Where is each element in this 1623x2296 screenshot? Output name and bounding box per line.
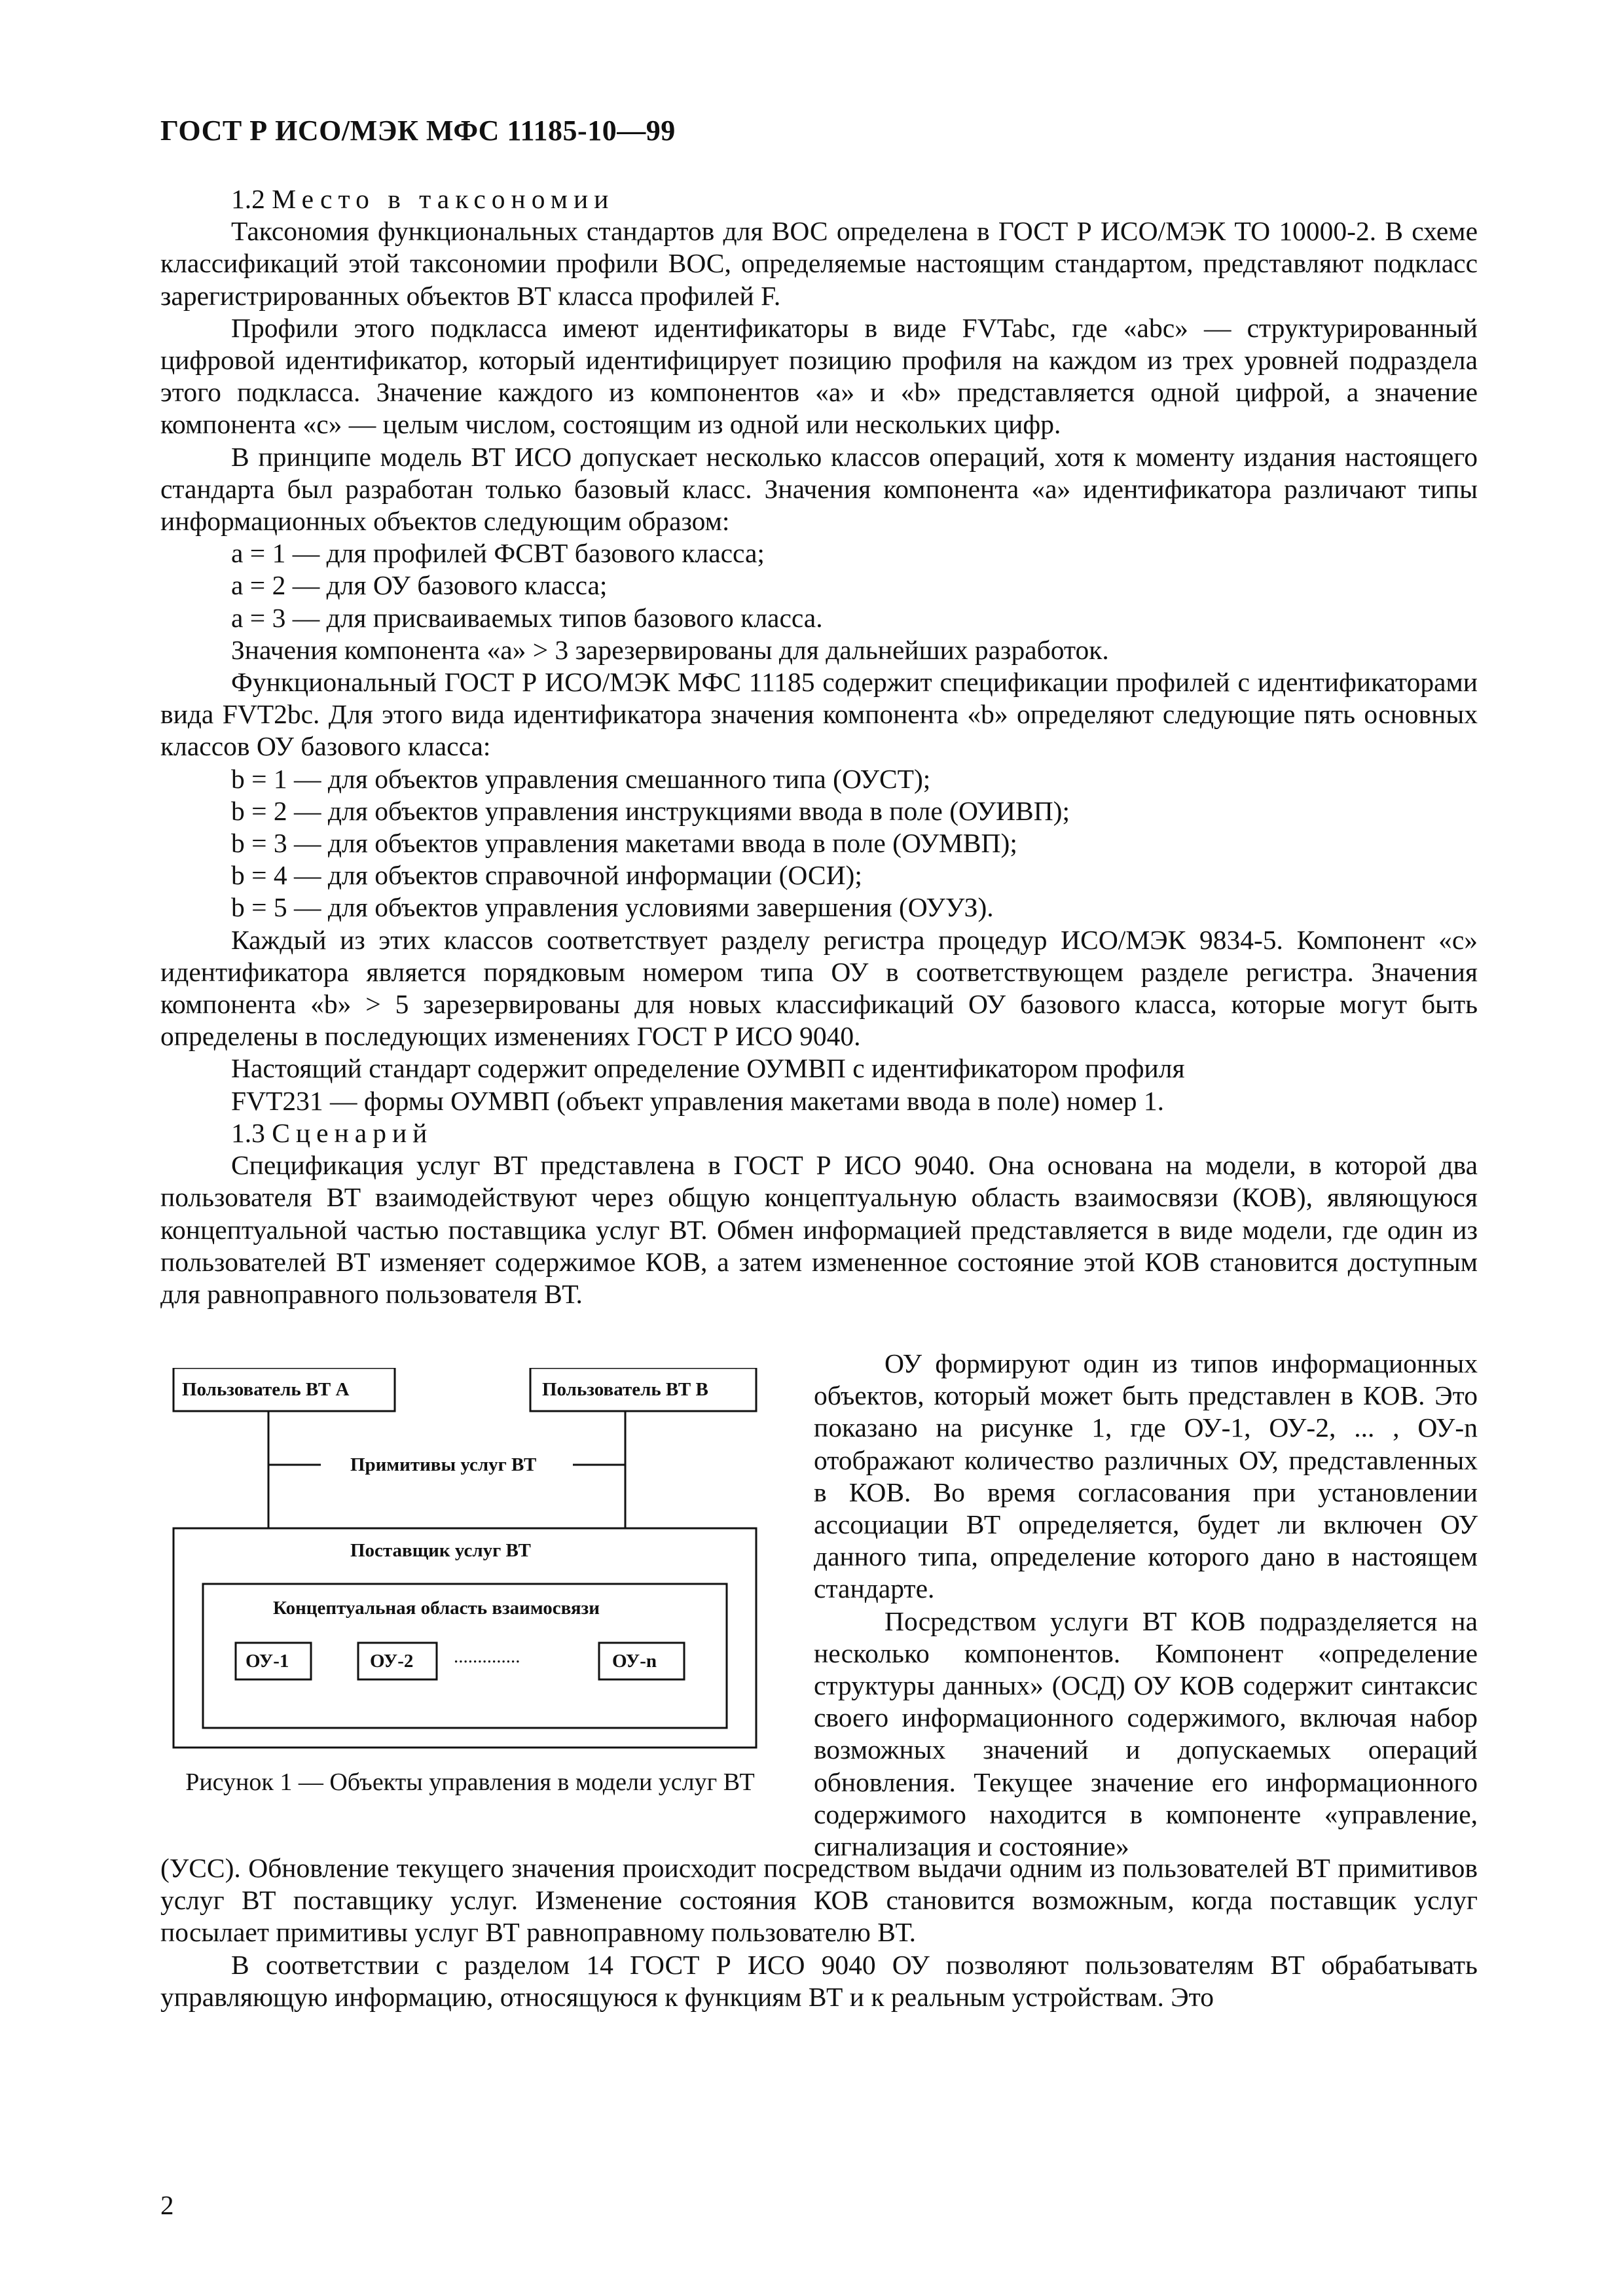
paragraph: (УСС). Обновление текущего значения происходит посредством выдачи одним из пользователей ВТ примитивов услуг ВТ поставщику услуг. Изменение состояния КОВ становится возможным, когда поставщик услуг посылает примитивы услуг ВТ равноправному пользователю ВТ. xyxy=(160,1853,1478,1948)
paragraph: FVT231 — формы ОУМВП (объект управления макетами ввода в поле) номер 1. xyxy=(231,1085,1165,1116)
paragraph: Значения компонента «a» > 3 зарезервированы для дальнейших разработок. xyxy=(231,634,1109,665)
paragraph: Каждый из этих классов соответствует разделу регистра процедур ИСО/МЭК 9834-5. Компонент «c» идентификатора является порядковым номером типа ОУ в соответствующем разделе регистра. Значения компонента «b» > 5 зарезервированы для новых классификаций ОУ базового класса, которые могут быть определены в последующих изменениях ГОСТ Р ИСО 9040. xyxy=(160,924,1478,1052)
running-header: ГОСТ Р ИСО/МЭК МФС 11185-10—99 xyxy=(160,115,676,147)
list-item: a = 3 — для присваиваемых типов базового класса. xyxy=(231,602,823,633)
list-item: b = 4 — для объектов справочной информации (ОСИ); xyxy=(231,860,862,891)
ou1-label: ОУ-1 xyxy=(246,1651,289,1672)
list-item: b = 2 — для объектов управления инструкциями ввода в поле (ОУИВП); xyxy=(231,795,1070,826)
paragraph: Настоящий стандарт содержит определение ОУМВП с идентификатором профиля xyxy=(231,1053,1185,1084)
area-label: Концептуальная область взаимосвязи xyxy=(273,1598,600,1619)
list-item: b = 1 — для объектов управления смешанного типа (ОУСТ); xyxy=(231,763,931,794)
paragraph: В принципе модель ВТ ИСО допускает несколько классов операций, хотя к моменту издания настоящего стандарта был разработан только базовый класс. Значения компонента «a» идентификатора различают типы информационных объектов следующим образом: xyxy=(160,441,1478,537)
provider-label: Поставщик услуг ВТ xyxy=(350,1540,531,1561)
list-item: a = 1 — для профилей ФСВТ базового класса; xyxy=(231,538,765,569)
page-number: 2 xyxy=(160,2190,174,2220)
paragraph: ОУ формируют один из типов информационных объектов, который может быть представлен в КОВ. Это показано на рисунке 1, где ОУ-1, ОУ-2, ... , ОУ-n отображают количество различных ОУ, представленных в КОВ. Во время согласования при установлении ассоциации ВТ определяется, будет ли включен ОУ данного типа, определение которого дано в настоящем стандарте. xyxy=(814,1348,1478,1604)
ou2-label: ОУ-2 xyxy=(370,1651,414,1672)
paragraph: Спецификация услуг ВТ представлена в ГОСТ Р ИСО 9040. Она основана на модели, в которой два пользователя ВТ взаимодействуют через общую концептуальную область взаимосвязи (КОВ), являющуюся концептуальной частью поставщика услуг ВТ. Обмен информацией представляется в виде модели, где один из пользователей ВТ изменяет содержимое КОВ, а затем измененное состояние этой КОВ становится доступным для равноправного пользователя ВТ. xyxy=(160,1150,1478,1309)
primitives-label: Примитивы услуг ВТ xyxy=(350,1454,537,1475)
section-title: Сценарий xyxy=(272,1117,433,1148)
list-item: b = 5 — для объектов управления условиями завершения (ОУУЗ). xyxy=(231,892,994,923)
list-item: a = 2 — для ОУ базового класса; xyxy=(231,570,608,601)
paragraph: Таксономия функциональных стандартов для ВОС определена в ГОСТ Р ИСО/МЭК ТО 10000-2. В схеме классификаций этой таксономии профили ВОС, определяемые настоящим стандартом, представляют подкласс зарегистрированных объектов ВТ класса профилей F. xyxy=(160,216,1478,311)
body-text-wrapped xyxy=(814,1348,1478,1863)
paragraph: В соответствии с разделом 14 ГОСТ Р ИСО 9040 ОУ позволяют пользователям ВТ обрабатывать управляющую информацию, относящуюся к функциям ВТ и к реальным устройствам. Это xyxy=(160,1949,1478,2012)
paragraph: Функциональный ГОСТ Р ИСО/МЭК МФС 11185 содержит спецификации профилей с идентификаторами вида FVT2bc. Для этого вида идентификатора значения компонента «b» определяют следующие пять основных классов ОУ базового класса: xyxy=(160,667,1478,762)
oun-label: ОУ-n xyxy=(612,1651,657,1672)
figure-caption: Рисунок 1 — Объекты управления в модели услуг ВТ xyxy=(185,1768,755,1796)
paragraph: Посредством услуги ВТ КОВ подразделяется на несколько компонентов. Компонент «определение структуры данных» (ОСД) ОУ КОВ содержит синтаксис своего информационного содержимого, включая набор возможных значений и допускаемых операций обновления. Текущее значение его информационного содержимого находится в компоненте «управление, сигнализация и состояние» xyxy=(814,1605,1478,1862)
user-b-label: Пользователь ВТ В xyxy=(542,1379,708,1400)
ellipsis-label: .............. xyxy=(454,1646,520,1667)
user-a-label: Пользователь ВТ А xyxy=(182,1379,350,1400)
list-item: b = 3 — для объектов управления макетами ввода в поле (ОУМВП); xyxy=(231,828,1017,859)
figure-1-diagram xyxy=(160,1368,780,1754)
paragraph: Профили этого подкласса имеют идентификаторы в виде FVTabc, где «abc» — структурированный цифровой идентификатор, который идентифицирует позицию профиля на каждом из трех уровней подраздела этого подкласса. Значение каждого из компонентов «a» и «b» представляется одной цифрой, а значение компонента «c» — целым числом, состоящим из одной или нескольких цифр. xyxy=(160,312,1478,440)
body-text-top xyxy=(160,183,1478,1310)
section-heading-1-2 xyxy=(160,183,1478,215)
section-heading-1-3 xyxy=(160,1117,1478,1149)
section-number: 1.3 xyxy=(231,1117,265,1148)
body-text-bottom xyxy=(160,1852,1478,2013)
section-title: Место в таксономии xyxy=(272,184,615,214)
section-number: 1.2 xyxy=(231,184,265,214)
